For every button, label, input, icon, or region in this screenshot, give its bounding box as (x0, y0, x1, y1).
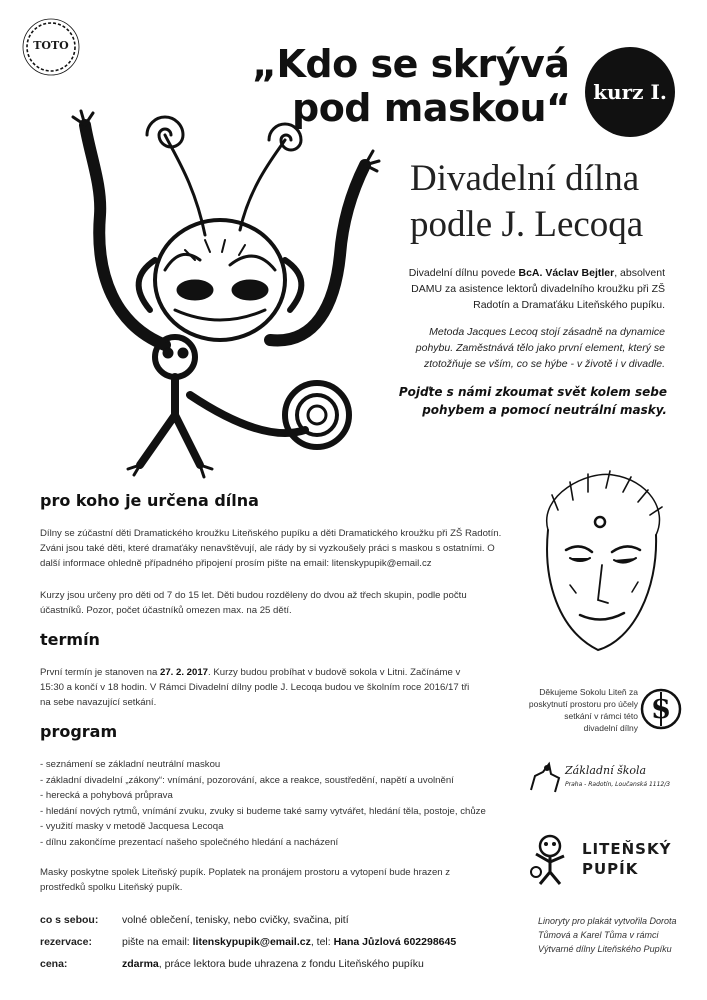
reservation-text: pište na email: (122, 936, 193, 948)
workshop-subtitle (410, 156, 680, 248)
program-item: - využití masky v metodě Jacquesa Lecoqa (40, 821, 224, 832)
bring-value: volné oblečení, tenisky, nebo cvičky, svačina, pití (122, 914, 349, 926)
call-to-action: Pojďte s námi zkoumat svět kolem sebe pohybem a pomocí neutrální masky. (398, 385, 667, 417)
program-item: - základní divadelní „zákony“: vnímání, pozorování, akce a reakce, soustředění, napětí a uvolnění (40, 774, 454, 786)
audience-paragraph-2: Kurzy jsou určeny pro děti od 7 do 15 let. Děti budou rozděleny do dvou až třech skupin, podle počtu účastníků. Pozor, počet účastníků omezen max. na 25 dětí. (40, 590, 467, 616)
subtitle-line-2: podle J. Lecoqa (410, 204, 644, 245)
term-heading: termín (40, 630, 100, 649)
reservation-tel-label: , tel: (310, 936, 334, 948)
sokol-thanks: Děkujeme Sokolu Liteň za poskytnutí prostoru pro účely setkání v rámci této divadelní dílny (528, 687, 638, 733)
term-text-end: . Kurzy budou probíhat v budově sokola v Litni. Začínáme v 15:30 a končí v 18 hodin. V Rámci Divadelní dílny podle J. Lecoqa budou ve školním roce 2016/17 tři na sebe navazující setkání. (40, 667, 470, 708)
reservation-label: rezervace: (40, 936, 92, 948)
toto-logo (20, 16, 82, 78)
price-label: cena: (40, 958, 68, 970)
program-item: - dílnu zakončíme prezentací našeho společného hledání a nacházení (40, 836, 339, 848)
school-name: Základní škola (565, 764, 647, 777)
bring-label: co s sebou: (40, 914, 99, 926)
sokol-logo (640, 688, 682, 730)
mask-illustration (518, 470, 678, 665)
program-item: - seznámení se základní neutrální maskou (40, 759, 221, 770)
course-badge: kurz I. (585, 47, 675, 137)
intro-text-start: Divadelní dílnu povede (408, 267, 519, 279)
subtitle-line-1: Divadelní dílna (410, 158, 640, 199)
school-address: Praha - Radotín, Loučanská 1112/3 (565, 781, 671, 788)
audience-paragraph-1: Dílny se zúčastní děti Dramatického kroužku Liteňského pupíku a děti Dramatického kroužku při ZŠ Radotín. Zváni jsou také děti, které dramaťáky nenavštěvují, ale rády by si vyzkoušely práci s maskou s ostatními. O další informace ohledně případného připojení prosím pište na email: litenskypupik@email.cz (40, 528, 502, 569)
title-line-1: „Kdo se skrývá (252, 42, 570, 86)
lecturer-name: BcA. Václav Bejtler (518, 267, 615, 279)
audience-heading: pro koho je určena dílna (40, 491, 259, 510)
reservation-email: litenskypupik@email.cz (192, 936, 311, 948)
term-date: 27. 2. 2017 (159, 667, 208, 678)
price-value (122, 958, 424, 970)
term-text-start: První termín je stanoven na (40, 667, 160, 678)
toto-logo-text: TOTO (33, 39, 69, 52)
reservation-contact: Hana Jůzlová 602298645 (333, 936, 457, 948)
artwork-credit: Linoryty pro plakát vytvořila Dorota Tůmová a Karel Tůma v rámci Výtvarné dílny Liteňského Pupíku (538, 916, 677, 954)
school-logo (525, 758, 685, 802)
title-line-2: pod maskou“ (292, 86, 571, 130)
intro-text-end: , absolvent DAMU za asistence lektorů divadelního kroužku při ZŠ Radotín a Dramaťáku Liteňského pupíku. (411, 267, 665, 311)
program-note: Masky poskytne spolek Liteňský pupík. Poplatek na pronájem prostoru a vytopení bude hrazen z prostředků spolku Liteňský pupík. (40, 867, 451, 893)
pupik-line-1: LITEŇSKÝ (582, 840, 672, 858)
pupik-line-2: PUPÍK (582, 860, 639, 878)
program-list (40, 757, 510, 850)
term-paragraph (40, 665, 480, 710)
price-free: zdarma (122, 958, 159, 970)
method-paragraph: Metoda Jacques Lecoq stojí zásadně na dynamice pohybu. Zaměstnává tělo jako první element, který se ztotožňuje se vším, co se hýbe - v životě i v divadle. (415, 326, 665, 370)
program-heading: program (40, 722, 118, 741)
monster-illustration (55, 95, 385, 485)
program-item: - hledání nových rytmů, vnímání zvuku, zvuky si budeme také samy vytvářet, hledání těla, postoje, chůze (40, 805, 486, 817)
price-note: , práce lektora bude uhrazena z fondu Liteňského pupíku (158, 958, 424, 970)
pupik-logo (524, 826, 684, 890)
svg-text:S: S (651, 695, 671, 725)
intro-paragraph (395, 265, 665, 313)
program-item: - herecká a pohybová průprava (40, 790, 173, 801)
reservation-value (122, 936, 456, 948)
